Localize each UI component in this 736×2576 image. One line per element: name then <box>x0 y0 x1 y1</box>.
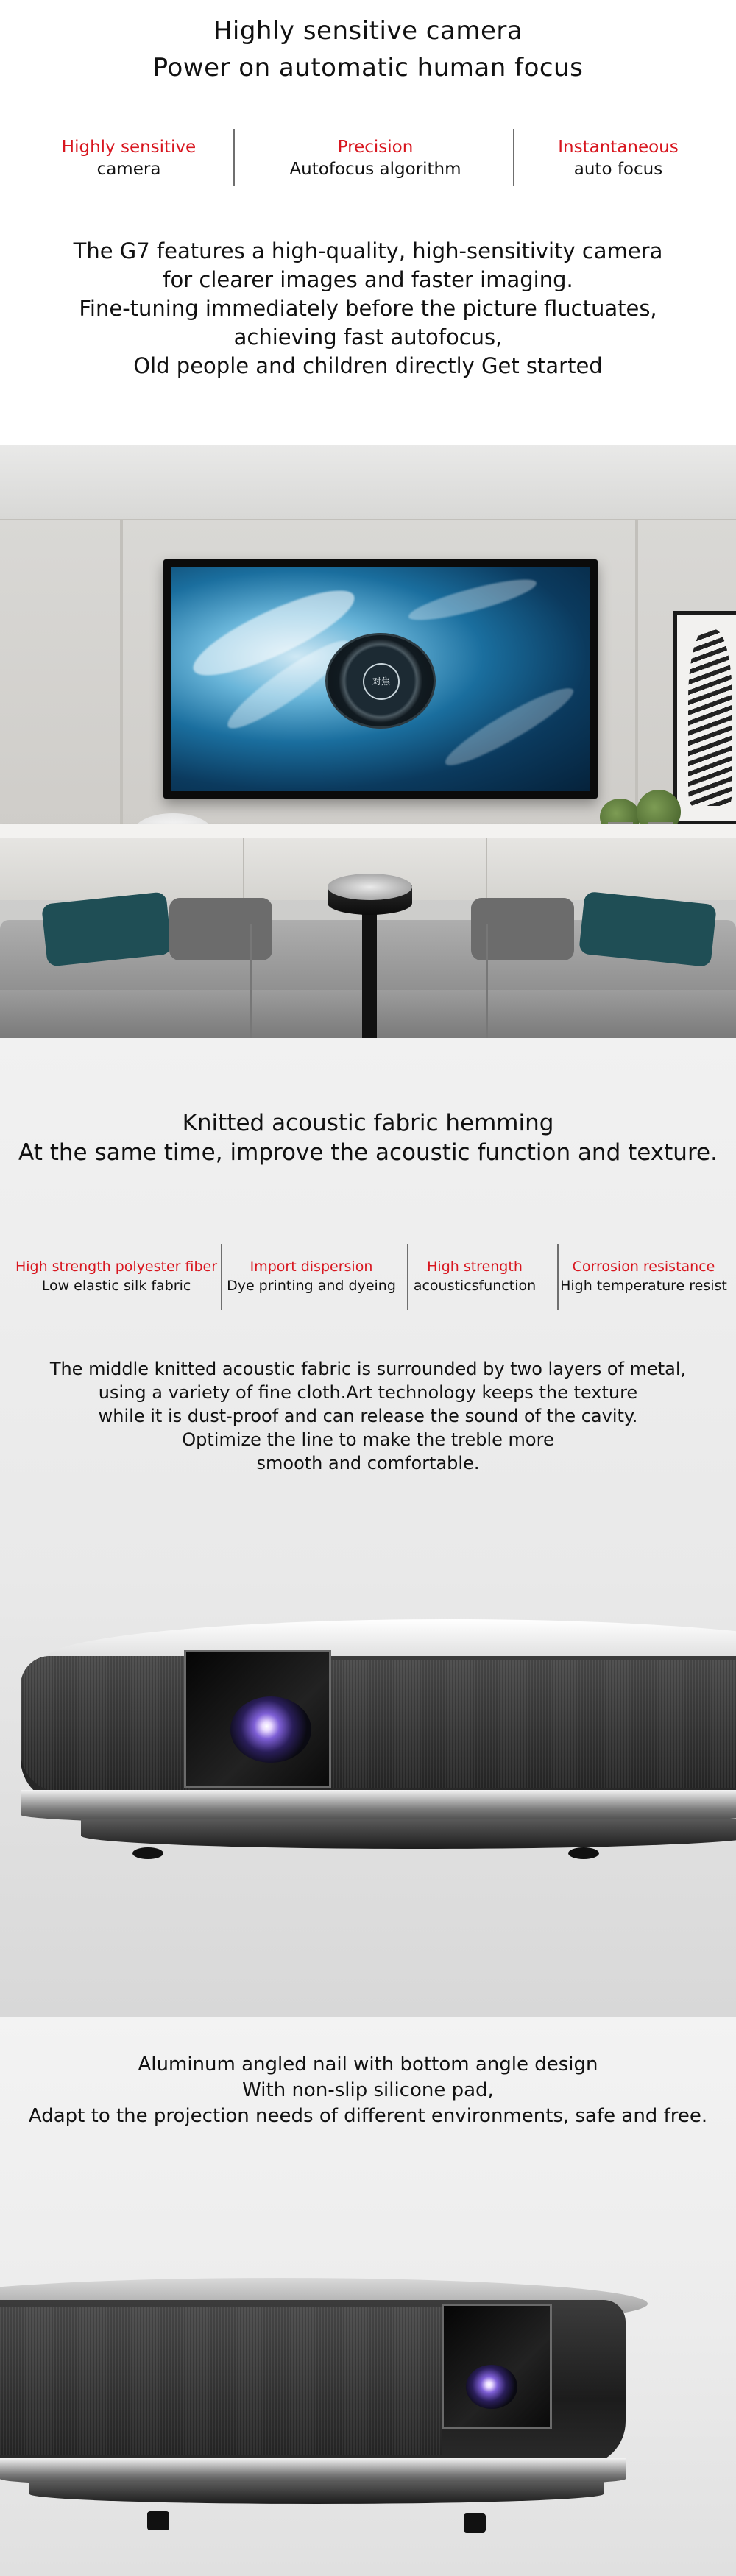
camera-feature-3 <box>537 136 699 180</box>
camera-section <box>0 0 736 445</box>
feature-subtitle: Low elastic silk fabric <box>41 1278 191 1294</box>
lens-window <box>442 2304 552 2429</box>
feature-subtitle: camera <box>96 160 161 179</box>
feature-title: High strength <box>427 1259 523 1275</box>
autofocus-icon <box>325 633 436 729</box>
silicone-pad <box>464 2513 486 2533</box>
ocean-wave-image <box>171 567 590 791</box>
camera-lens-icon <box>466 2365 517 2409</box>
camera-heading-line-2: Power on automatic human focus <box>152 53 584 82</box>
description-line: The G7 features a high-quality, high-sensitivity camera <box>73 238 663 263</box>
feature-subtitle: Dye printing and dyeing <box>227 1278 396 1294</box>
feature-title: High strength polyester fiber <box>15 1259 218 1275</box>
feature-title: Precision <box>337 138 414 157</box>
device-base <box>81 1819 736 1849</box>
zebra-wall-art <box>673 611 736 824</box>
description-line: Aluminum angled nail with bottom angle design <box>138 2053 598 2076</box>
camera-heading-line-1: Highly sensitive camera <box>213 16 523 46</box>
description-line: Optimize the line to make the treble more <box>182 1429 554 1450</box>
feature-divider <box>221 1244 222 1310</box>
fabric-feature-4 <box>553 1257 734 1295</box>
description-line: for clearer images and faster imaging. <box>163 267 573 292</box>
description-line: With non-slip silicone pad, <box>242 2079 494 2101</box>
foot-pad <box>132 1847 163 1859</box>
fabric-feature-2 <box>223 1257 400 1295</box>
device-base <box>29 2482 604 2504</box>
description-line: Fine-tuning immediately before the picture fluctuates, <box>79 296 657 321</box>
ceiling <box>0 445 736 519</box>
fabric-heading-line-1: Knitted acoustic fabric hemming <box>182 1110 554 1136</box>
feature-title: Import dispersion <box>250 1259 373 1275</box>
description-line: Adapt to the projection needs of different environments, safe and free. <box>28 2105 708 2127</box>
lens-window <box>184 1650 331 1788</box>
feature-subtitle: High temperature resist <box>560 1278 727 1294</box>
camera-description <box>0 237 736 381</box>
camera-feature-2 <box>272 136 478 180</box>
camera-lens-icon <box>230 1696 311 1763</box>
feature-divider <box>233 129 235 186</box>
fabric-feature-row <box>0 1257 736 1316</box>
feature-subtitle: auto focus <box>573 160 663 179</box>
projector-stand <box>362 909 377 1038</box>
description-line: Old people and children directly Get started <box>133 353 603 378</box>
acoustic-fabric-section <box>0 1038 736 2017</box>
cushion <box>41 891 172 966</box>
feature-title: Corrosion resistance <box>572 1259 715 1275</box>
foot-pad <box>568 1847 599 1859</box>
feature-title: Instantaneous <box>558 138 679 157</box>
camera-feature-1 <box>44 136 213 180</box>
wall-panel <box>0 519 121 828</box>
nail-description <box>0 2052 736 2129</box>
description-line: using a variety of fine cloth.Art technology keeps the texture <box>98 1382 638 1403</box>
fabric-heading-line-2: At the same time, improve the acoustic function and texture. <box>18 1139 718 1166</box>
fabric-description <box>0 1357 736 1475</box>
description-line: The middle knitted acoustic fabric is surrounded by two layers of metal, <box>49 1359 687 1379</box>
acoustic-fabric <box>21 1656 190 1792</box>
feature-divider <box>513 129 514 186</box>
feature-subtitle: acousticsfunction <box>413 1278 537 1294</box>
projection-screen <box>163 559 598 799</box>
tv-shelf <box>0 824 736 838</box>
living-room-photo <box>0 445 736 1038</box>
fabric-feature-3 <box>408 1257 541 1295</box>
aluminum-nail-section <box>0 2017 736 2576</box>
description-line: smooth and comfortable. <box>256 1453 480 1473</box>
description-line: while it is dust-proof and can release the sound of the cavity. <box>98 1406 638 1426</box>
silicone-pad <box>147 2511 169 2530</box>
acoustic-fabric <box>330 1660 736 1788</box>
acoustic-fabric <box>0 2307 442 2455</box>
feature-subtitle: Autofocus algorithm <box>289 160 461 179</box>
description-line: achieving fast autofocus, <box>233 325 503 350</box>
feature-title: Highly sensitive <box>61 138 197 157</box>
focus-label: 对焦 <box>363 663 400 700</box>
camera-feature-row <box>0 136 736 195</box>
fabric-feature-1 <box>13 1257 219 1295</box>
cushion <box>169 898 272 960</box>
